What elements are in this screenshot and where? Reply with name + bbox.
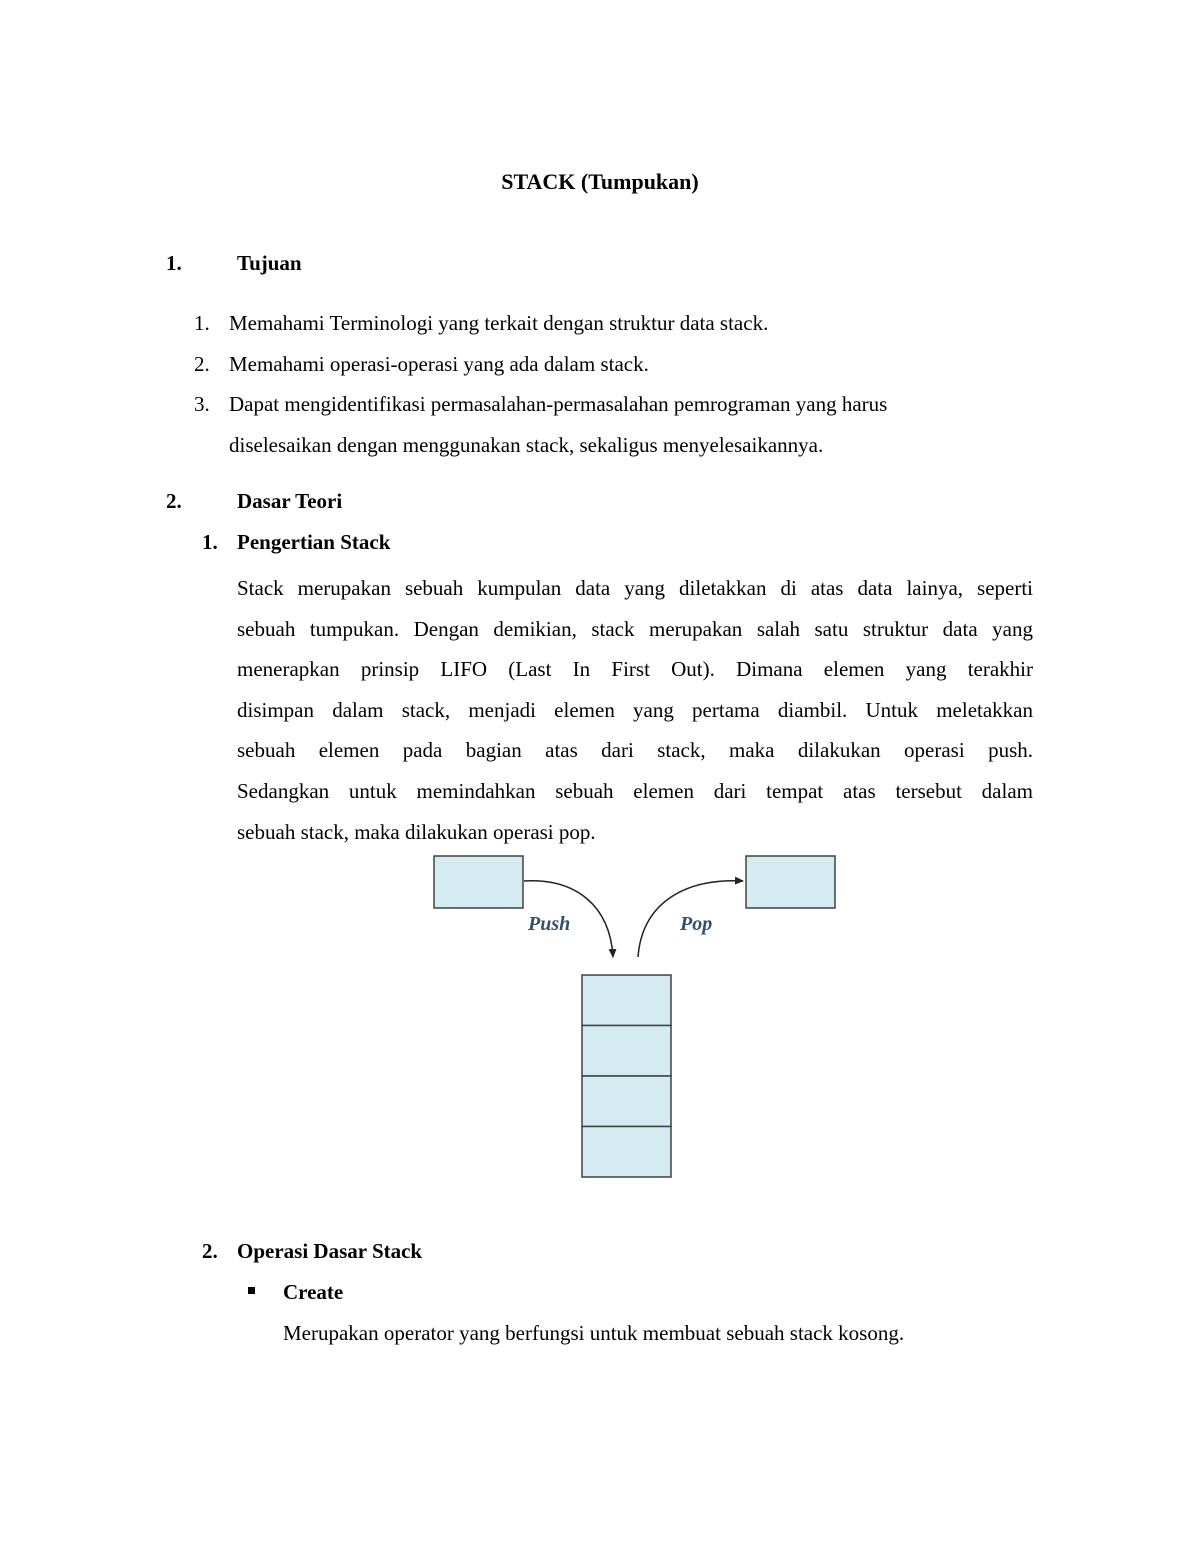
push-element-box [434,856,523,908]
objective-2-text: Memahami operasi-operasi yang ada dalam stack. [229,352,649,376]
paragraph-line: sebuah stack, maka dilakukan operasi pop. [237,819,596,844]
objective-3-line-1: Dapat mengidentifikasi permasalahan-permasalahan pemrograman yang harus [229,392,888,416]
paragraph-line: sebuah elemen pada bagian atas dari stack, maka dilakukan operasi push. [237,738,1033,763]
push-label: Push [528,913,571,935]
pop-label: Pop [680,913,713,935]
section-1-heading: Tujuan [237,251,302,275]
square-bullet-icon [248,1287,255,1294]
subsection-1-number: 1. [202,530,218,554]
objective-1-number: 1. [194,311,210,335]
create-heading: Create [283,1280,344,1304]
paragraph-line: menerapkan prinsip LIFO (Last In First Out). Dimana elemen yang terakhir [237,657,1033,682]
paragraph-line: disimpan dalam stack, menjadi elemen yang pertama diambil. Untuk meletakkan [237,697,1033,722]
section-2-heading: Dasar Teori [237,489,343,513]
paragraph-line: Sedangkan untuk memindahkan sebuah elemen dari tempat atas tersebut dalam [237,778,1033,803]
stack-cell [582,1076,671,1127]
stack-definition-paragraph [237,568,1033,852]
pop-element-box [746,856,835,908]
paragraph-line: sebuah tumpukan. Dengan demikian, stack merupakan salah satu struktur data yang [237,616,1033,641]
objective-1-text: Memahami Terminologi yang terkait dengan struktur data stack. [229,311,769,335]
objective-2-number: 2. [194,352,210,376]
subsection-2-heading: Operasi Dasar Stack [237,1239,423,1263]
page-title: STACK (Tumpukan) [501,169,699,194]
subsection-2-number: 2. [202,1239,218,1263]
stack-cell [582,1127,671,1178]
subsection-1-heading: Pengertian Stack [237,530,391,554]
paragraph-line: Stack merupakan sebuah kumpulan data yang diletakkan di atas data lainya, seperti [237,576,1033,600]
section-1-number: 1. [166,251,182,275]
stack-cell [582,1026,671,1077]
stack-container [582,975,671,1177]
objective-3-line-2: diselesaikan dengan menggunakan stack, sekaligus menyelesaikannya. [229,433,824,457]
objective-3-number: 3. [194,392,210,416]
create-description: Merupakan operator yang berfungsi untuk membuat sebuah stack kosong. [283,1321,905,1345]
stack-push-pop-diagram [420,845,850,1190]
stack-cell [582,975,671,1026]
section-2-number: 2. [166,489,182,513]
